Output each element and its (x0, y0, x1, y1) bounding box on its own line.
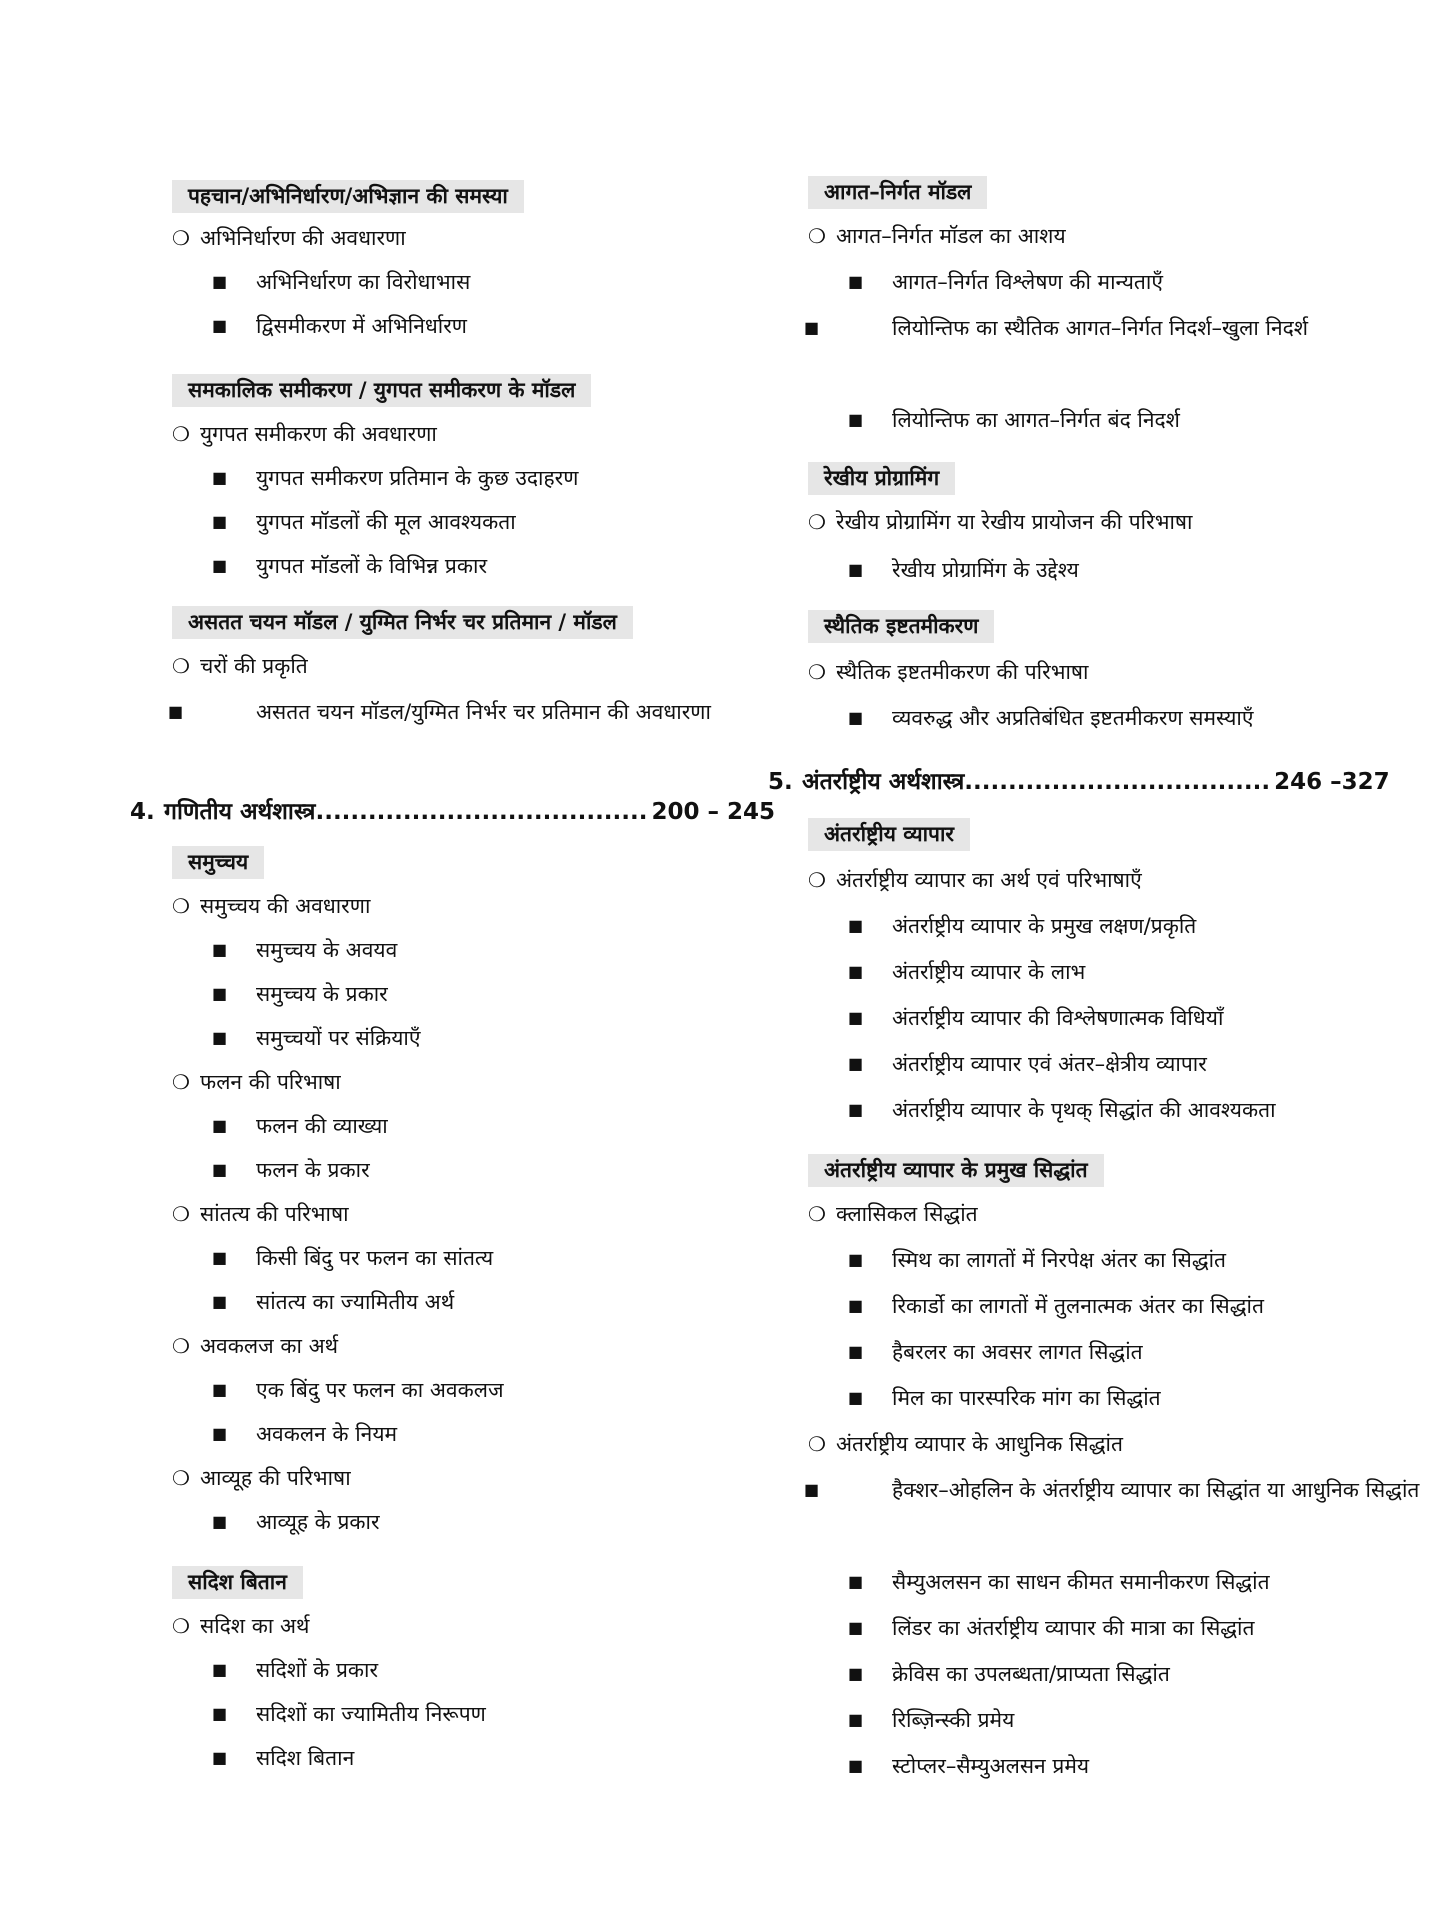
toc-subitem: ■ हैबरलर का अवसर लागत सिद्धांत (848, 1340, 1143, 1364)
square-bullet-icon: ■ (848, 272, 864, 291)
square-bullet-icon: ■ (212, 468, 228, 487)
toc-subitem: ■ लियोन्तिफ का स्थैतिक आगत–निर्गत निदर्श–खुला निदर्श (808, 306, 1440, 350)
section-heading: स्थैतिक इष्टतमीकरण (808, 610, 994, 643)
toc-subitem: ■ युगपत मॉडलों के विभिन्न प्रकार (212, 554, 488, 578)
toc-item: ❍ चरों की प्रकृति (172, 654, 308, 678)
toc-item: ❍ फलन की परिभाषा (172, 1070, 341, 1094)
square-bullet-icon: ■ (848, 1100, 864, 1119)
circle-bullet-icon: ❍ (172, 1466, 190, 1490)
toc-subitem: ■ सांतत्य का ज्यामितीय अर्थ (212, 1290, 455, 1314)
toc-subitem: ■ अंतर्राष्ट्रीय व्यापार के पृथक् सिद्धांत की आवश्यकता (848, 1098, 1276, 1122)
toc-subitem: ■ अंतर्राष्ट्रीय व्यापार के लाभ (848, 960, 1086, 984)
toc-item: ❍ स्थैतिक इष्टतमीकरण की परिभाषा (808, 660, 1089, 684)
toc-item: ❍ रेखीय प्रोग्रामिंग या रेखीय प्रायोजन की परिभाषा (808, 510, 1193, 534)
square-bullet-icon: ■ (848, 560, 864, 579)
square-bullet-icon: ■ (212, 1512, 228, 1531)
toc-subitem: ■ समुच्चय के प्रकार (212, 982, 388, 1006)
toc-item: ❍ समुच्चय की अवधारणा (172, 894, 371, 918)
section-heading: असतत चयन मॉडल / युग्मित निर्भर चर प्रतिमान / मॉडल (172, 606, 633, 639)
square-bullet-icon: ■ (848, 708, 864, 727)
toc-subitem: ■ लिंडर का अंतर्राष्ट्रीय व्यापार की मात्रा का सिद्धांत (848, 1616, 1255, 1640)
chapter-heading: 4. गणितीय अर्थशास्त्र...................................... 200 – 245 (130, 799, 776, 825)
toc-subitem: ■ सदिशों के प्रकार (212, 1658, 379, 1682)
square-bullet-icon: ■ (848, 1710, 864, 1729)
circle-bullet-icon: ❍ (172, 226, 190, 250)
toc-subitem: ■ सैम्युअलसन का साधन कीमत समानीकरण सिद्धांत (848, 1570, 1270, 1594)
toc-subitem: ■ मिल का पारस्परिक मांग का सिद्धांत (848, 1386, 1161, 1410)
toc-item: ❍ युगपत समीकरण की अवधारणा (172, 422, 437, 446)
square-bullet-icon: ■ (848, 1618, 864, 1637)
toc-subitem: ■ स्मिथ का लागतों में निरपेक्ष अंतर का सिद्धांत (848, 1248, 1227, 1272)
section-heading: अंतर्राष्ट्रीय व्यापार के प्रमुख सिद्धांत (808, 1154, 1104, 1187)
section-heading: समुच्चय (172, 846, 264, 879)
toc-subitem: ■ अंतर्राष्ट्रीय व्यापार के प्रमुख लक्षण/प्रकृति (848, 914, 1197, 938)
toc-subitem: ■ फलन की व्याख्या (212, 1114, 388, 1138)
toc-subitem: ■ समुच्चयों पर संक्रियाएँ (212, 1026, 421, 1050)
toc-item: ❍ क्लासिकल सिद्धांत (808, 1202, 978, 1226)
toc-item: ❍ अंतर्राष्ट्रीय व्यापार के आधुनिक सिद्धांत (808, 1432, 1123, 1456)
toc-item: ❍ अंतर्राष्ट्रीय व्यापार का अर्थ एवं परिभाषाएँ (808, 868, 1142, 892)
square-bullet-icon: ■ (168, 702, 184, 721)
toc-subitem: ■ अवकलन के नियम (212, 1422, 398, 1446)
square-bullet-icon: ■ (212, 1028, 228, 1047)
toc-subitem: ■ रिकार्डो का लागतों में तुलनात्मक अंतर का सिद्धांत (848, 1294, 1264, 1318)
toc-subitem: ■ युगपत मॉडलों की मूल आवश्यकता (212, 510, 516, 534)
section-heading: अंतर्राष्ट्रीय व्यापार (808, 818, 970, 851)
square-bullet-icon: ■ (212, 316, 228, 335)
toc-item: ❍ आव्यूह की परिभाषा (172, 1466, 351, 1490)
square-bullet-icon: ■ (848, 1296, 864, 1315)
square-bullet-icon: ■ (212, 1116, 228, 1135)
toc-subitem: ■ अंतर्राष्ट्रीय व्यापार की विश्लेषणात्मक विधियाँ (848, 1006, 1224, 1030)
toc-subitem: ■ सदिश बितान (212, 1746, 355, 1770)
square-bullet-icon: ■ (848, 1250, 864, 1269)
circle-bullet-icon: ❍ (172, 1614, 190, 1638)
square-bullet-icon: ■ (212, 984, 228, 1003)
square-bullet-icon: ■ (212, 1424, 228, 1443)
toc-subitem: ■ हैक्शर–ओहलिन के अंतर्राष्ट्रीय व्यापार का सिद्धांत या आधुनिक सिद्धांत (808, 1468, 1440, 1512)
section-heading: सदिश बितान (172, 1566, 303, 1599)
chapter-heading: 5. अंतर्राष्ट्रीय अर्थशास्त्र................................... 246 –327 (768, 769, 1390, 795)
square-bullet-icon: ■ (848, 916, 864, 935)
toc-subitem: ■ फलन के प्रकार (212, 1158, 370, 1182)
square-bullet-icon: ■ (804, 1480, 820, 1499)
section-heading: आगत–निर्गत मॉडल (808, 176, 987, 209)
circle-bullet-icon: ❍ (172, 422, 190, 446)
square-bullet-icon: ■ (212, 1160, 228, 1179)
square-bullet-icon: ■ (848, 1572, 864, 1591)
toc-subitem: ■ अंतर्राष्ट्रीय व्यापार एवं अंतर–क्षेत्रीय व्यापार (848, 1052, 1207, 1076)
square-bullet-icon: ■ (212, 1380, 228, 1399)
circle-bullet-icon: ❍ (172, 1070, 190, 1094)
circle-bullet-icon: ❍ (172, 1202, 190, 1226)
toc-subitem: ■ द्विसमीकरण में अभिनिर्धारण (212, 314, 467, 338)
circle-bullet-icon: ❍ (808, 1202, 826, 1226)
circle-bullet-icon: ❍ (172, 1334, 190, 1358)
square-bullet-icon: ■ (848, 1756, 864, 1775)
square-bullet-icon: ■ (212, 1748, 228, 1767)
section-heading: पहचान/अभिनिर्धारण/अभिज्ञान की समस्या (172, 180, 524, 213)
section-heading: रेखीय प्रोग्रामिंग (808, 462, 955, 495)
square-bullet-icon: ■ (848, 962, 864, 981)
toc-subitem: ■ समुच्चय के अवयव (212, 938, 398, 962)
toc-subitem: ■ एक बिंदु पर फलन का अवकलज (212, 1378, 504, 1402)
square-bullet-icon: ■ (212, 1660, 228, 1679)
square-bullet-icon: ■ (212, 1248, 228, 1267)
circle-bullet-icon: ❍ (808, 868, 826, 892)
square-bullet-icon: ■ (212, 940, 228, 959)
toc-item: ❍ सांतत्य की परिभाषा (172, 1202, 349, 1226)
toc-item: ❍ अभिनिर्धारण की अवधारणा (172, 226, 406, 250)
toc-subitem: ■ आगत–निर्गत विश्लेषण की मान्यताएँ (848, 270, 1163, 294)
square-bullet-icon: ■ (212, 272, 228, 291)
circle-bullet-icon: ❍ (808, 660, 826, 684)
circle-bullet-icon: ❍ (172, 654, 190, 678)
toc-item: ❍ अवकलज का अर्थ (172, 1334, 339, 1358)
square-bullet-icon: ■ (848, 1388, 864, 1407)
toc-item: ❍ आगत–निर्गत मॉडल का आशय (808, 224, 1066, 248)
square-bullet-icon: ■ (848, 410, 864, 429)
circle-bullet-icon: ❍ (808, 510, 826, 534)
toc-subitem: ■ युगपत समीकरण प्रतिमान के कुछ उदाहरण (212, 466, 579, 490)
circle-bullet-icon: ❍ (172, 894, 190, 918)
square-bullet-icon: ■ (848, 1664, 864, 1683)
square-bullet-icon: ■ (212, 512, 228, 531)
toc-subitem: ■ क्रेविस का उपलब्धता/प्राप्यता सिद्धांत (848, 1662, 1170, 1686)
circle-bullet-icon: ❍ (808, 1432, 826, 1456)
toc-subitem: ■ सदिशों का ज्यामितीय निरूपण (212, 1702, 486, 1726)
toc-subitem: ■ अभिनिर्धारण का विरोधाभास (212, 270, 471, 294)
toc-subitem: ■ रिब्ज़िन्स्की प्रमेय (848, 1708, 1015, 1732)
toc-subitem: ■ व्यवरुद्ध और अप्रतिबंधित इष्टतमीकरण समस्याएँ (848, 706, 1254, 730)
toc-item: ❍ सदिश का अर्थ (172, 1614, 310, 1638)
toc-subitem: ■ स्टोप्लर–सैम्युअलसन प्रमेय (848, 1754, 1090, 1778)
square-bullet-icon: ■ (804, 318, 820, 337)
square-bullet-icon: ■ (212, 1704, 228, 1723)
square-bullet-icon: ■ (212, 556, 228, 575)
square-bullet-icon: ■ (848, 1342, 864, 1361)
toc-subitem: ■ लियोन्तिफ का आगत–निर्गत बंद निदर्श (848, 408, 1180, 432)
section-heading: समकालिक समीकरण / युगपत समीकरण के मॉडल (172, 374, 591, 407)
toc-subitem: ■ असतत चयन मॉडल/युग्मित निर्भर चर प्रतिमान की अवधारणा (172, 690, 796, 734)
toc-subitem: ■ रेखीय प्रोग्रामिंग के उद्देश्य (848, 558, 1079, 582)
circle-bullet-icon: ❍ (808, 224, 826, 248)
toc-subitem: ■ आव्यूह के प्रकार (212, 1510, 380, 1534)
square-bullet-icon: ■ (212, 1292, 228, 1311)
toc-subitem: ■ किसी बिंदु पर फलन का सांतत्य (212, 1246, 494, 1270)
square-bullet-icon: ■ (848, 1008, 864, 1027)
square-bullet-icon: ■ (848, 1054, 864, 1073)
